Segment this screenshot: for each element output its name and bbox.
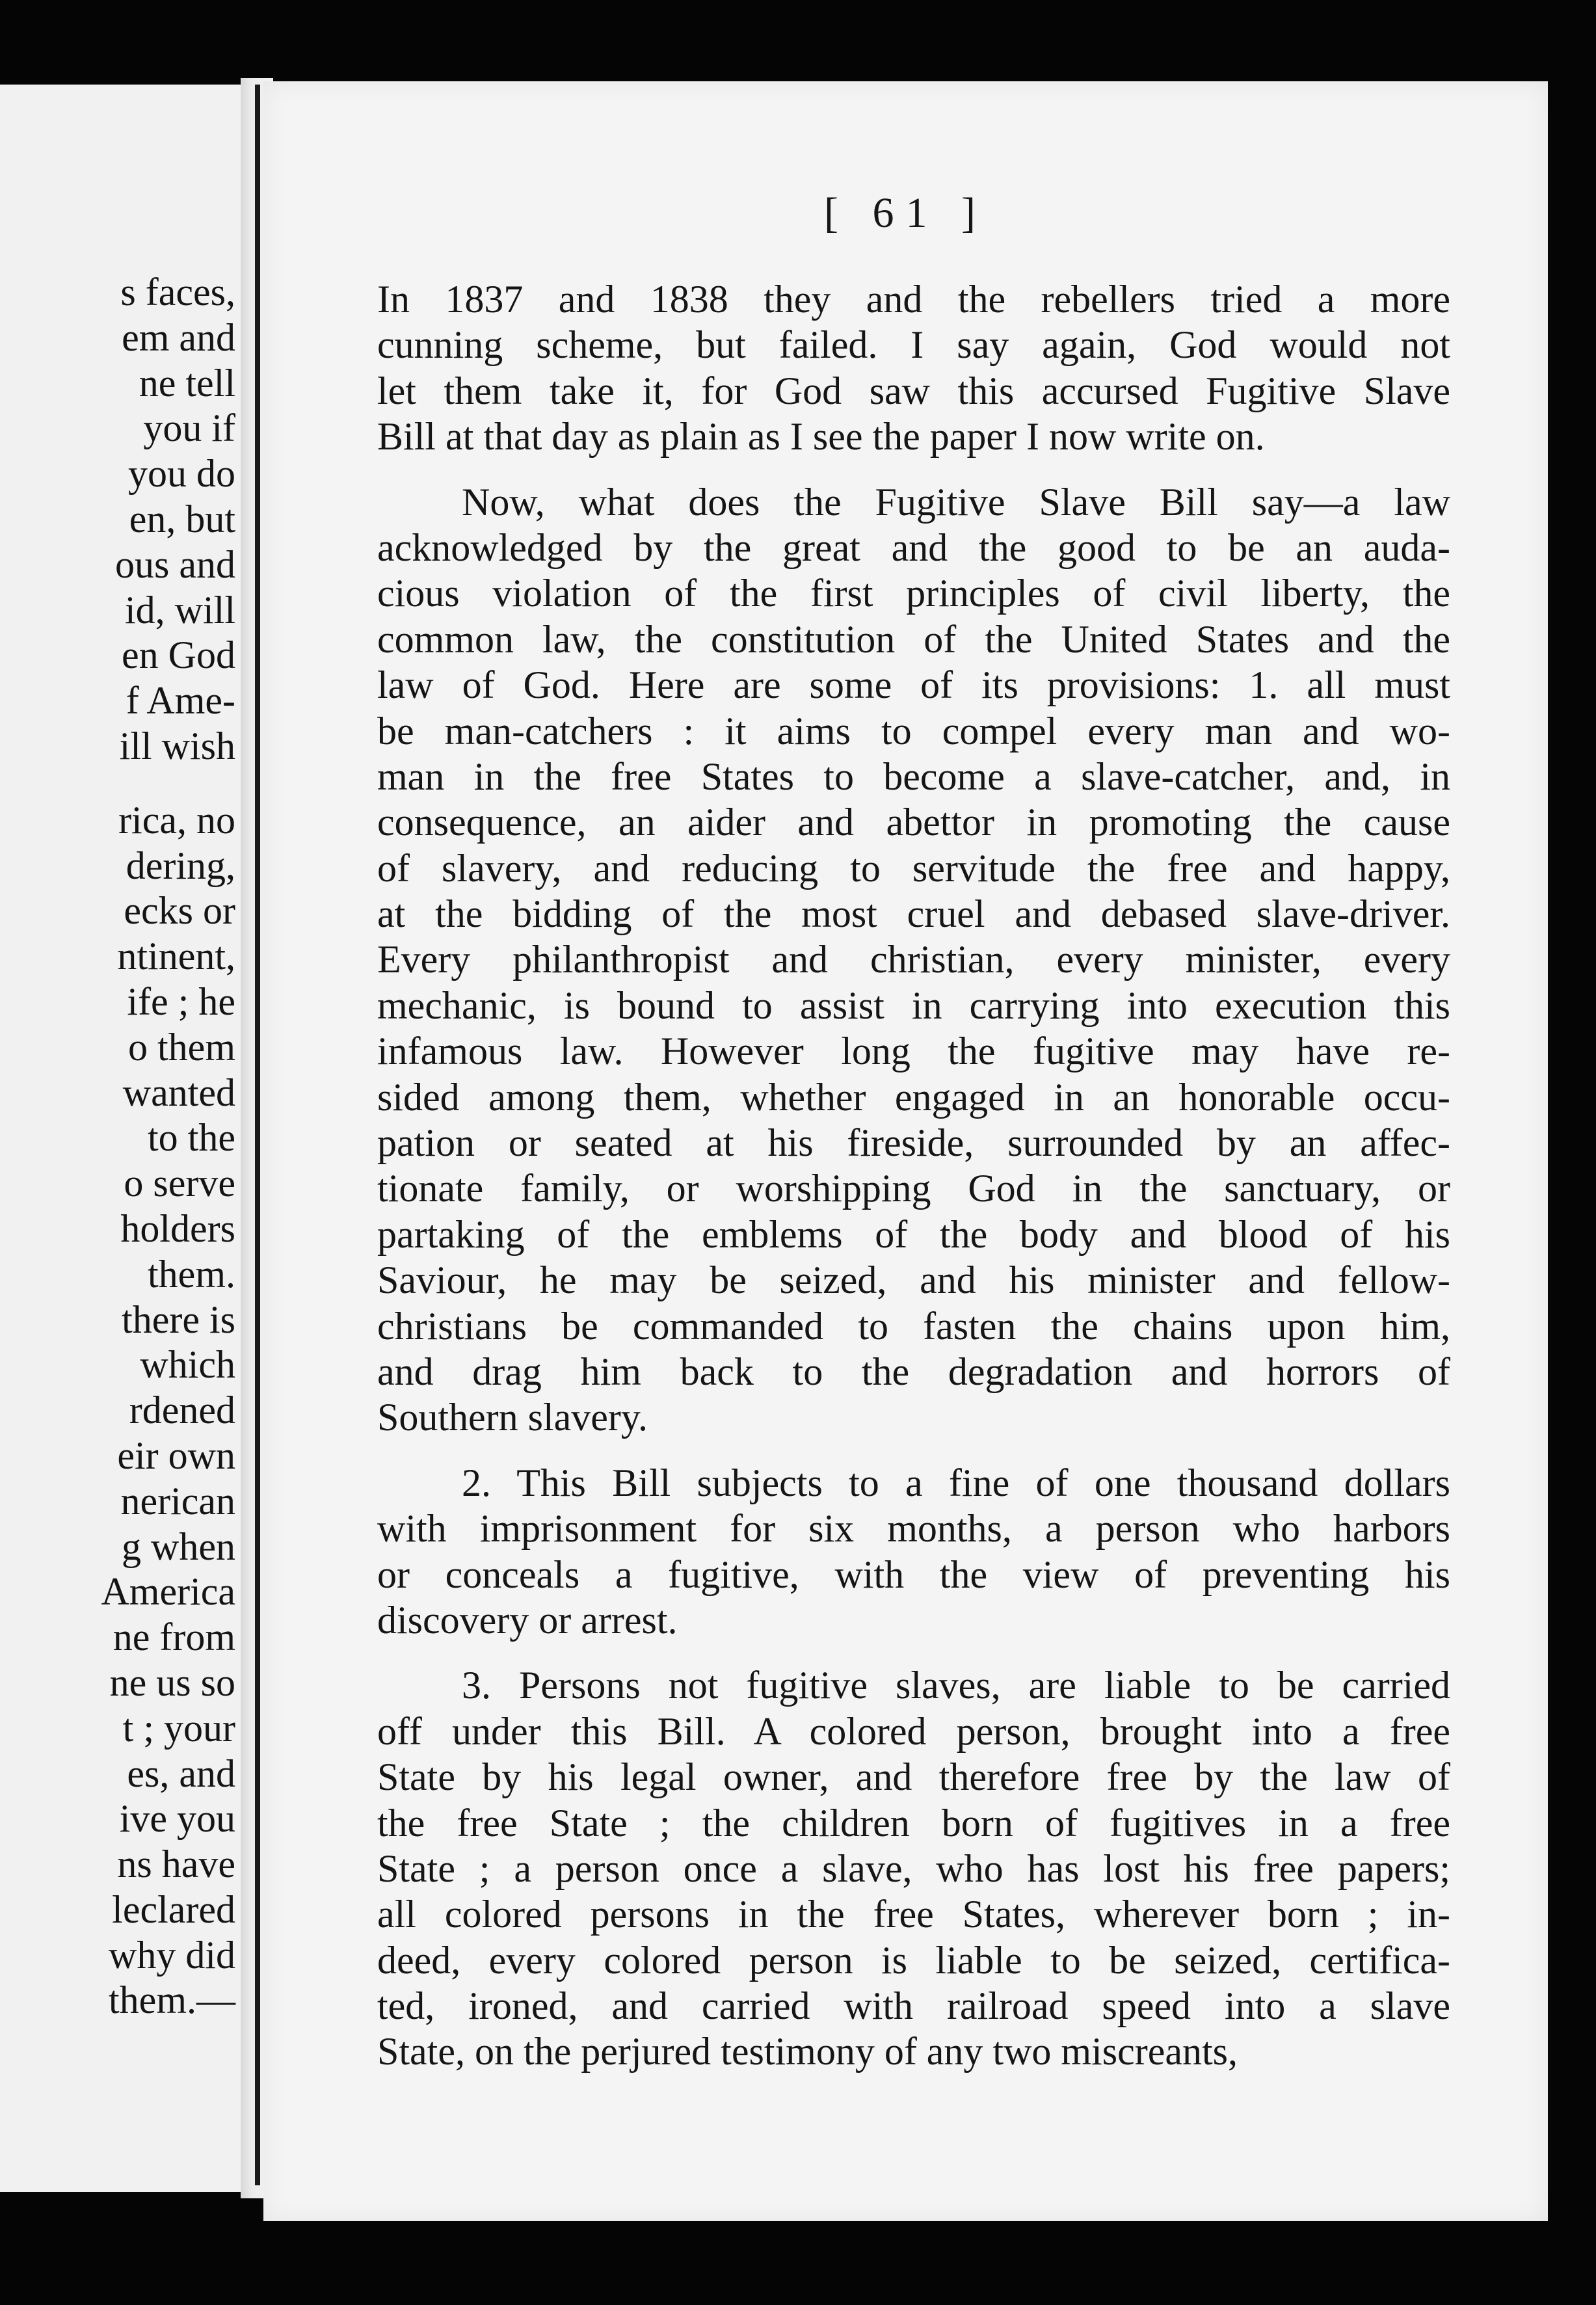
text-line: deed, every colored person is liable to be seized, certifica-	[377, 1938, 1450, 1982]
text-line: Southern slavery.	[377, 1396, 648, 1439]
left-fragment-line: America	[101, 1570, 235, 1614]
left-fragment-line: t ; your	[122, 1706, 235, 1750]
left-fragment-line: o serve	[124, 1162, 235, 1205]
left-fragment-line: ive you	[119, 1797, 235, 1841]
left-fragment-line: you if	[143, 406, 235, 450]
paragraph	[377, 1460, 1450, 1644]
left-fragment-line: holders	[120, 1206, 235, 1250]
text-line: all colored persons in the free States, wherever born ; in-	[377, 1893, 1450, 1936]
left-fragment-line: ne from	[113, 1616, 235, 1659]
text-line: christians be commanded to fasten the chains upon him,	[377, 1304, 1450, 1348]
left-fragment-line: rica, no	[118, 798, 235, 842]
paragraph	[377, 1662, 1450, 2075]
left-fragment-line: them.	[148, 1252, 235, 1296]
paragraph-gap	[377, 1441, 1450, 1460]
text-line: State by his legal owner, and therefore free by the law of	[377, 1755, 1450, 1799]
left-fragment-line: dering,	[126, 844, 235, 887]
left-fragment-line: g when	[122, 1525, 235, 1568]
left-fragment-line: you do	[128, 452, 235, 496]
page-number-header: [ 61 ]	[824, 189, 987, 237]
text-line: man in the free States to become a slave-catcher, and, in	[377, 754, 1450, 798]
left-fragment-line	[1, 769, 235, 798]
left-fragment-line: en God	[122, 633, 235, 677]
book-spine	[255, 85, 260, 2185]
text-line: acknowledged by the great and the good to be an auda-	[377, 526, 1450, 569]
text-line: Bill at that day as plain as I see the paper I now write on.	[377, 415, 1265, 459]
text-line: off under this Bill. A colored person, brought into a free	[377, 1709, 1450, 1753]
text-line: the free State ; the children born of fugitives in a free	[377, 1801, 1450, 1845]
left-fragment-line: f Ame-	[126, 679, 235, 723]
text-line: ted, ironed, and carried with railroad speed into a slave	[377, 1984, 1450, 2028]
text-line: sided among them, whether engaged in an honorable occu-	[377, 1075, 1450, 1119]
left-fragment-line: which	[140, 1343, 235, 1387]
paragraph-gap	[377, 460, 1450, 479]
text-line: 3. Persons not fugitive slaves, are liable to be carried	[462, 1664, 1450, 1707]
text-line: law of God. Here are some of its provisions: 1. all must	[377, 663, 1450, 707]
left-fragment-line: nerican	[120, 1479, 235, 1523]
text-line: infamous law. However long the fugitive may have re-	[377, 1030, 1450, 1073]
left-fragment-line: en, but	[129, 497, 235, 540]
paragraph-gap	[377, 1643, 1450, 1662]
left-fragment-line: leclared	[112, 1887, 235, 1931]
text-line: Every philanthropist and christian, every minister, every	[377, 938, 1450, 981]
left-fragment-line: ife ; he	[127, 979, 235, 1023]
text-line: partaking of the emblems of the body and blood of his	[377, 1212, 1450, 1256]
text-line: In 1837 and 1838 they and the rebellers tried a more	[377, 278, 1450, 321]
left-fragment-line: ntinent,	[117, 935, 235, 978]
text-line: let them take it, for God saw this accursed Fugitive Slave	[377, 369, 1450, 412]
text-line: State ; a person once a slave, who has lost his free papers;	[377, 1846, 1450, 1890]
text-line: Now, what does the Fugitive Slave Bill say—a law	[462, 480, 1450, 524]
left-page-text	[1, 270, 235, 2023]
text-line: consequence, an aider and abettor in promoting the cause	[377, 801, 1450, 844]
paragraph	[377, 479, 1450, 1441]
left-fragment-line: rdened	[129, 1389, 235, 1432]
page-body-text	[377, 276, 1450, 2075]
left-fragment-line: eir own	[117, 1433, 235, 1477]
text-line: mechanic, is bound to assist in carrying into execution this	[377, 983, 1450, 1027]
left-fragment-line: ill wish	[119, 724, 235, 767]
left-fragment-line: ne us so	[109, 1660, 235, 1704]
left-fragment-line: es, and	[127, 1752, 235, 1795]
text-line: 2. This Bill subjects to a fine of one thousand dollars	[462, 1461, 1450, 1504]
left-fragment-line: to the	[148, 1116, 235, 1160]
main-page	[263, 81, 1548, 2221]
left-fragment-line: ne tell	[139, 361, 235, 405]
text-line: or conceals a fugitive, with the view of preventing his	[377, 1552, 1450, 1596]
left-fragment-line: s faces,	[120, 271, 235, 313]
text-line: cunning scheme, but failed. I say again, God would not	[377, 323, 1450, 367]
paragraph	[377, 276, 1450, 460]
left-fragment-line: ecks or	[124, 889, 235, 933]
text-line: of slavery, and reducing to servitude the free and happy,	[377, 846, 1450, 890]
text-line: State, on the perjured testimony of any two miscreants,	[377, 2030, 1238, 2073]
text-line: cious violation of the first principles of civil liberty, the	[377, 572, 1450, 615]
text-line: common law, the constitution of the United States and the	[377, 617, 1450, 661]
left-fragment-line: ous and	[115, 542, 235, 586]
left-fragment-line: there is	[122, 1298, 235, 1341]
text-line: tionate family, or worshipping God in the sanctuary, or	[377, 1167, 1450, 1210]
text-line: Saviour, he may be seized, and his minister and fellow-	[377, 1259, 1450, 1302]
left-fragment-line: wanted	[122, 1071, 235, 1114]
left-fragment-line: ns have	[117, 1843, 235, 1886]
text-line: at the bidding of the most cruel and debased slave-driver.	[377, 892, 1450, 936]
text-line: pation or seated at his fireside, surrounded by an affec-	[377, 1121, 1450, 1165]
left-fragment-line: em and	[122, 315, 235, 359]
text-line: and drag him back to the degradation and horrors of	[377, 1350, 1450, 1393]
text-line: with imprisonment for six months, a person who harbors	[377, 1507, 1450, 1551]
left-fragment-line: id, will	[124, 588, 235, 632]
left-fragment-line: why did	[109, 1933, 235, 1977]
left-page-fragment	[0, 85, 241, 2192]
text-line: be man-catchers : it aims to compel every man and wo-	[377, 709, 1450, 753]
left-fragment-line: o them	[128, 1025, 235, 1069]
text-line: discovery or arrest.	[377, 1598, 678, 1642]
left-fragment-line: them.—	[109, 1979, 235, 2022]
